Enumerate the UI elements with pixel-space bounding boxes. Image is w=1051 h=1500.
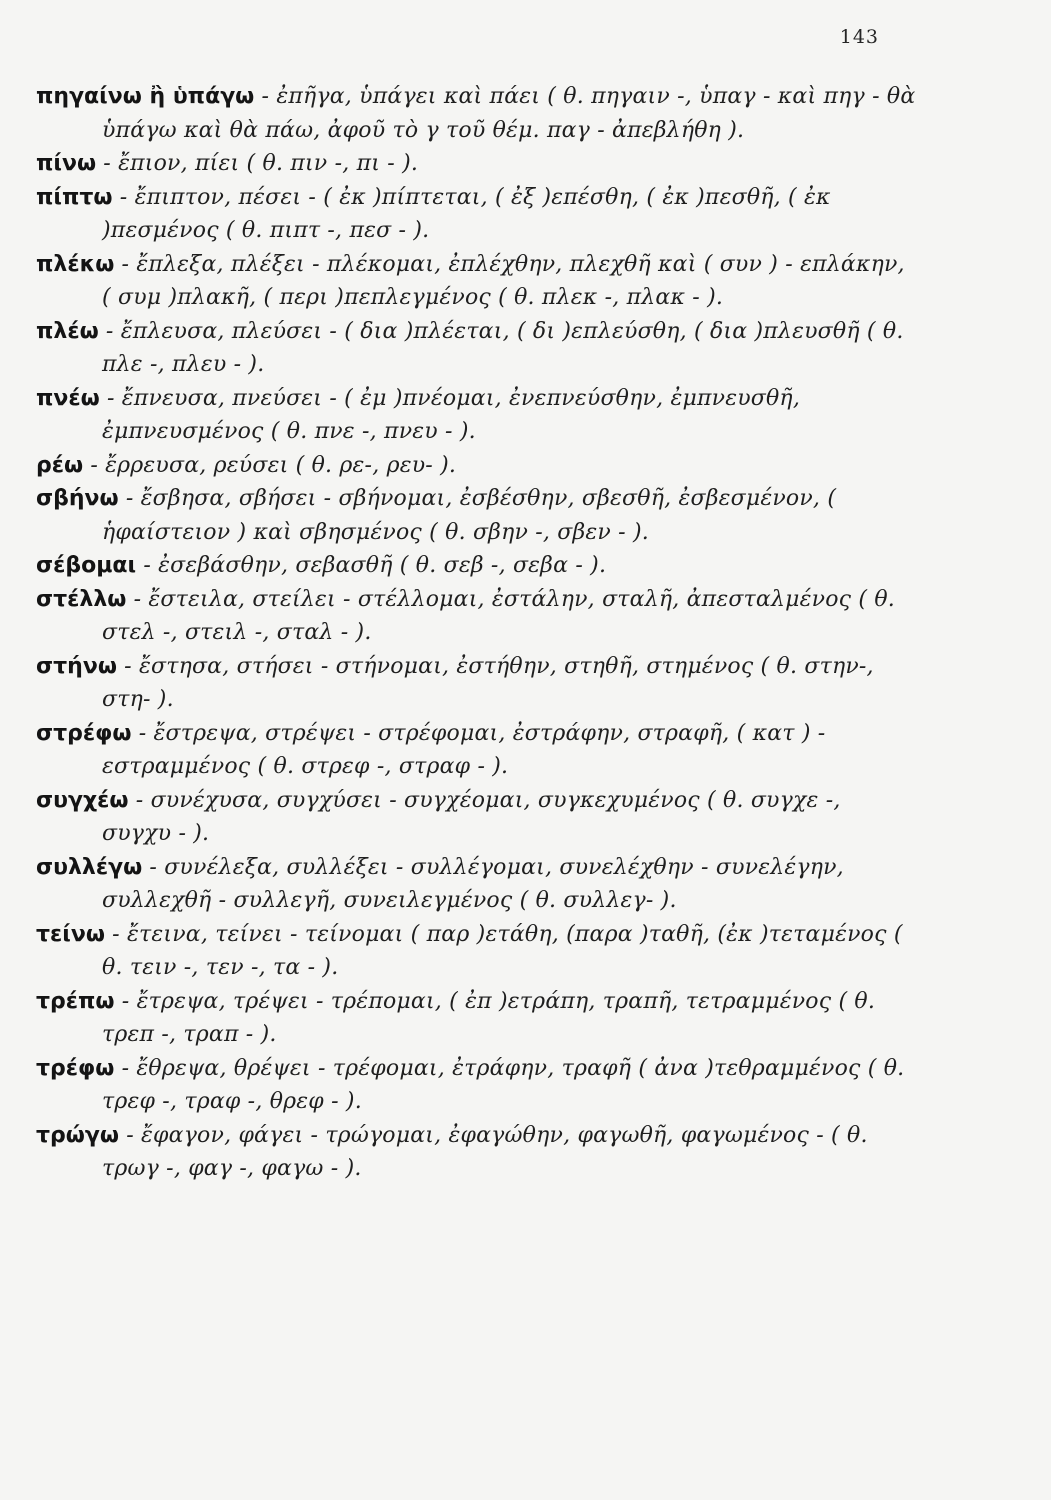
entry-lemma: ρέω — [36, 452, 84, 478]
entry-lemma: πίπτω — [36, 184, 113, 210]
entry-forms: - ἔστειλα, στείλει - στέλλομαι, ἐστάλην, σταλῆ, ἀπεσταλμένος ( θ. στελ -, στειλ -, σταλ - ). — [102, 586, 895, 645]
verb-entry — [36, 717, 916, 784]
entry-forms: - συνέλεξα, συλλέξει - συλλέγομαι, συνελέχθην - συνελέγην, συλλεχθῆ - συλλεγῆ, συνειλεγμένος ( θ. συλλεγ- ). — [102, 854, 844, 913]
entry-lemma: πίνω — [36, 151, 97, 176]
entry-forms: - ἐσεβάσθην, σεβασθῆ ( θ. σεβ -, σεβα - ). — [136, 553, 607, 578]
verb-entry — [36, 549, 916, 583]
entry-lemma: σβήνω — [36, 486, 119, 511]
verb-entry — [36, 482, 916, 549]
entry-forms: - ἔπνευσα, πνεύσει - ( ἐμ )πνέομαι, ἐνεπνεύσθην, ἐμπνευσθῆ, ἐμπνευσμένος ( θ. πνε -, πνευ - ). — [99, 385, 801, 444]
entry-lemma: σέβομαι — [36, 553, 137, 578]
entry-lemma: τρώγω — [36, 1122, 120, 1148]
entry-lemma: στήνω — [36, 653, 117, 679]
entry-lemma: πλέω — [36, 318, 99, 344]
verb-entry — [36, 147, 916, 181]
verb-entry — [36, 181, 916, 248]
page-number: 143 — [839, 26, 879, 48]
entry-lemma: τρέπω — [36, 988, 115, 1014]
verb-entry — [36, 918, 916, 985]
verb-entry — [36, 248, 916, 315]
entry-lemma: συλλέγω — [36, 854, 143, 880]
entry-lemma: συγχέω — [36, 787, 129, 813]
entry-lemma: τείνω — [36, 921, 105, 947]
entry-forms: - ἔπιπτον, πέσει - ( ἐκ )πίπτεται, ( ἐξ )επέσθη, ( ἐκ )πεσθῆ, ( ἐκ )πεσμένος ( θ. πιπτ -, πεσ - ). — [102, 184, 831, 243]
entry-lemma: στέλλω — [36, 586, 127, 612]
verb-entry — [36, 1052, 916, 1119]
entry-forms: - συνέχυσα, συγχύσει - συγχέομαι, συγκεχυμένος ( θ. συγχε -, συγχυ - ). — [102, 787, 841, 846]
verb-entry — [36, 315, 916, 382]
entry-forms: - ἔπιον, πίει ( θ. πιν -, πι - ). — [96, 151, 419, 176]
entry-lemma: πνέω — [36, 385, 100, 411]
verb-entry-list — [36, 80, 916, 1186]
entry-forms: - ἔπλευσα, πλεύσει - ( δια )πλέεται, ( δι )επλεύσθη, ( δια )πλευσθῆ ( θ. πλε -, πλευ - ). — [98, 318, 904, 377]
entry-forms: - ἔτρεψα, τρέψει - τρέπομαι, ( ἐπ )ετράπη, τραπῆ, τετραμμένος ( θ. τρεπ -, τραπ - ). — [102, 988, 876, 1047]
entry-forms: - ἐπῆγα, ὑπάγει καὶ πάει ( θ. πηγαιν -, ὑπαγ - καὶ πηγ - θὰ ὑπάγω καὶ θὰ πάω, ἀφοῦ τὸ γ τοῦ θέμ. παγ - ἀπεβλήθη ). — [102, 84, 916, 143]
entry-forms: - ἔστησα, στήσει - στήνομαι, ἐστήθην, στηθῆ, στημένος ( θ. στην-, στη- ). — [102, 653, 874, 712]
entry-forms: - ἔθρεψα, θρέψει - τρέφομαι, ἐτράφην, τραφῆ ( ἀνα )τεθραμμένος ( θ. τρεφ -, τραφ -, θρεφ - ). — [102, 1055, 905, 1114]
verb-entry — [36, 583, 916, 650]
entry-forms: - ἔφαγον, φάγει - τρώγομαι, ἐφαγώθην, φαγωθῆ, φαγωμένος - ( θ. τρωγ -, φαγ -, φαγω - ). — [102, 1122, 868, 1181]
entry-forms: - ἔπλεξα, πλέξει - πλέκομαι, ἐπλέχθην, πλεχθῆ καὶ ( συν ) - επλάκην, ( συμ )πλακῆ, ( περι )πεπλεγμένος ( θ. πλεκ -, πλακ - ). — [102, 251, 905, 310]
entry-lemma: στρέφω — [36, 720, 132, 746]
verb-entry — [36, 449, 916, 483]
entry-lemma: πλέκω — [36, 251, 115, 277]
entry-lemma: τρέφω — [36, 1055, 115, 1081]
verb-entry — [36, 851, 916, 918]
verb-entry — [36, 784, 916, 851]
entry-forms: - ἔστρεψα, στρέψει - στρέφομαι, ἐστράφην, στραφῆ, ( κατ ) - εστραμμένος ( θ. στρεφ -, στραφ - ). — [102, 720, 826, 779]
entry-forms: - ἔσβησα, σβήσει - σβήνομαι, ἐσβέσθην, σβεσθῆ, ἐσβεσμένον, ( ἡφαίστειον ) καὶ σβησμένος ( θ. σβην -, σβεν - ). — [102, 486, 837, 545]
verb-entry — [36, 1119, 916, 1186]
entry-forms: - ἔτεινα, τείνει - τείνομαι ( παρ )ετάθη, (παρα )ταθῆ, (ἐκ )τεταμένος ( θ. τειν -, τεν -, τα - ). — [102, 921, 903, 980]
entry-lemma: πηγαίνω ἢ ὑπάγω — [36, 84, 255, 109]
verb-entry — [36, 650, 916, 717]
entry-forms: - ἔρρευσα, ρεύσει ( θ. ρε-, ρευ- ). — [83, 452, 457, 478]
verb-entry — [36, 382, 916, 449]
verb-entry — [36, 985, 916, 1052]
verb-entry — [36, 80, 916, 147]
